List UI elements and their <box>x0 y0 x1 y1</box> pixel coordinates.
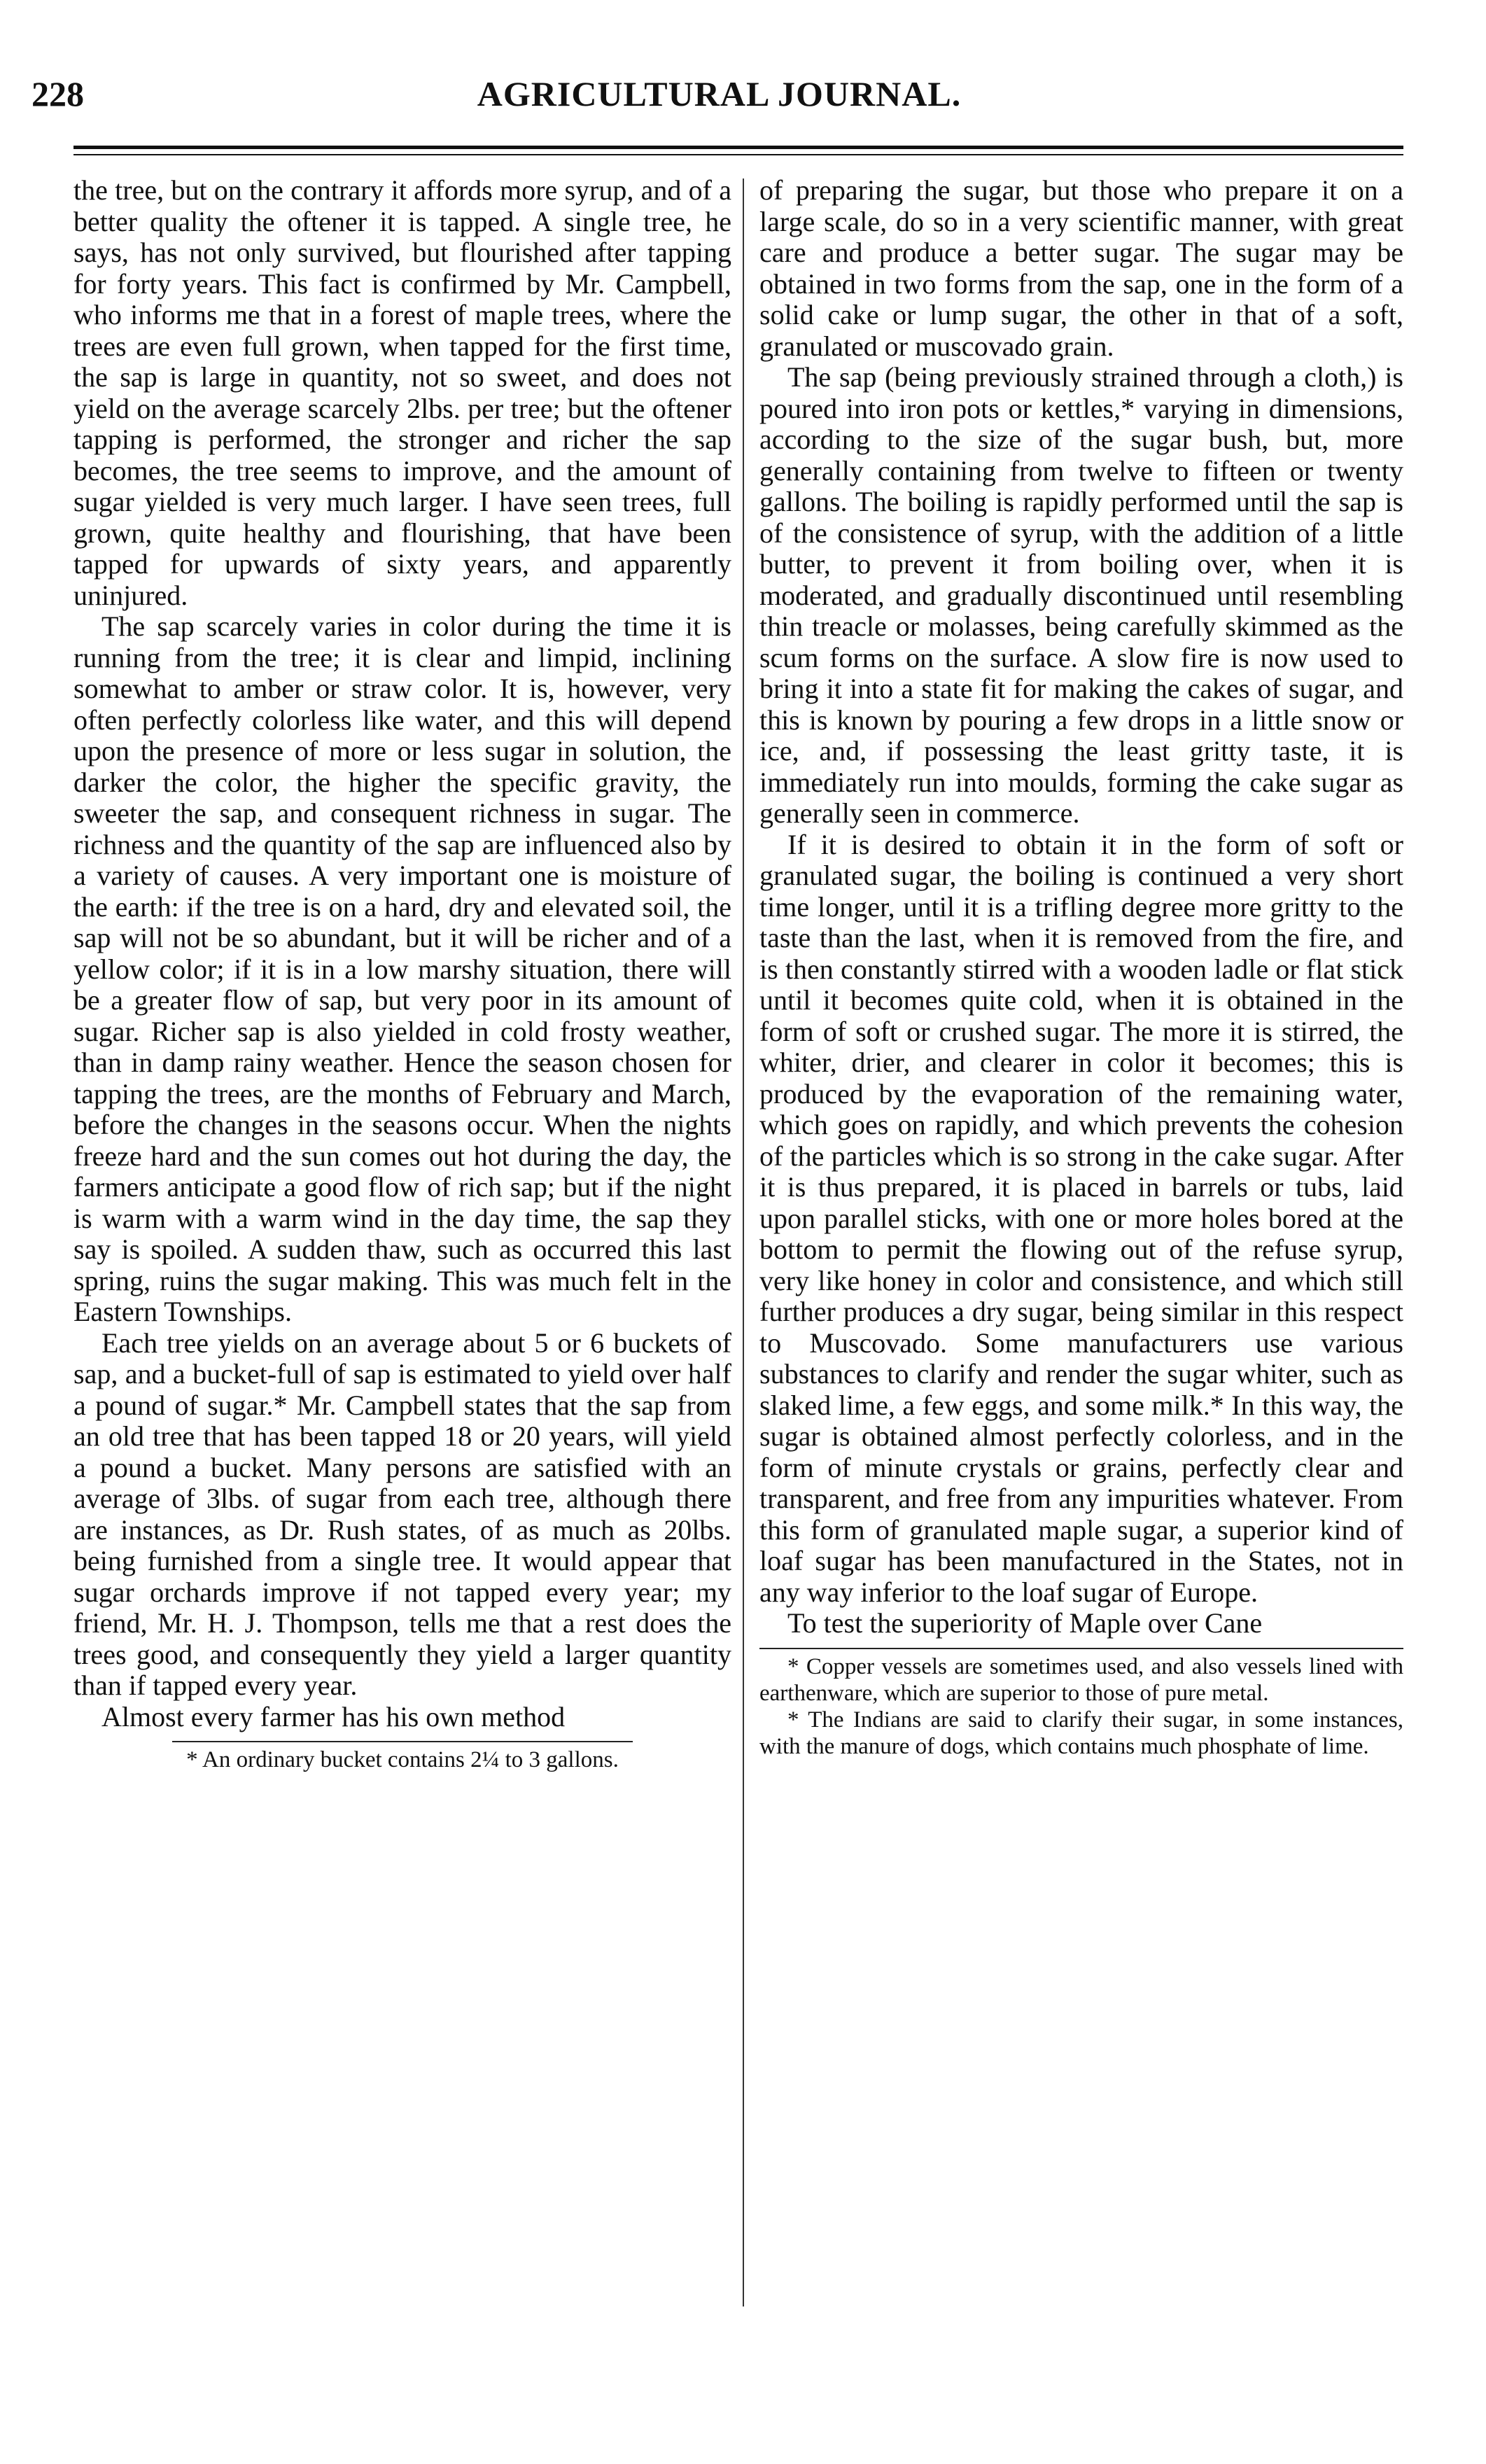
left-column <box>73 175 731 1773</box>
running-title: AGRICULTURAL JOURNAL. <box>477 74 962 113</box>
right-paragraph-4: To test the superiority of Maple over Cane <box>787 1607 1263 1639</box>
right-column <box>759 175 1403 1760</box>
left-paragraph-1: the tree, but on the contrary it affords more syrup, and of a better quality the oftener it is tapped. A single tree, he says, has not only survived, but flourished after tapping for forty years. This fact is confirmed by Mr. Campbell, who informs me that in a forest of maple trees, where the trees are even full grown, when tapped for the first time, the sap is large in quantity, not so sweet, and does not yield on the average scarcely 2lbs. per tree; but the oftener tapping is performed, the stronger and richer the sap becomes, the tree seems to improve, and the amount of sugar yielded is very much larger. I have seen trees, full grown, quite healthy and flourishing, that have been tapped for upwards of sixty years, and apparently uninjured. <box>73 174 731 611</box>
right-paragraph-2: The sap (being previously strained through a cloth,) is poured into iron pots or kettles,* varying in dimensions, according to the size of the sugar bush, but, more generally containing from twelve to fifteen or twenty gallons. The boiling is rapidly performed until the sap is of the consistence of syrup, with the addition of a little butter, to prevent it from boiling over, when it is moderated, and gradually discontinued until resembling thin treacle or molasses, being carefully skimmed as the scum forms on the surface. A slow fire is now used to bring it into a state fit for making the cakes of sugar, and this is known by pouring a few drops in a little snow or ice, and, if possessing the least gritty taste, it is immediately run into moulds, forming the cake sugar as generally seen in commerce. <box>759 361 1403 829</box>
column-divider <box>743 178 744 2306</box>
left-paragraph-2: The sap scarcely varies in color during the time it is running from the tree; it is clear and limpid, inclining somewhat to amber or straw color. It is, however, very often perfectly colorless like water, and this will depend upon the presence of more or less sugar in solution, the darker the color, the higher the specific gravity, the sweeter the sap, and consequent richness in sugar. The richness and the quantity of the sap are influenced also by a variety of causes. A very important one is moisture of the earth: if the tree is on a hard, dry and elevated soil, the sap will not be so abundant, but it will be richer and of a yellow color; if it is in a low marshy situation, there will be a greater flow of sap, but very poor in its amount of sugar. Richer sap is also yielded in cold frosty weather, than in damp rainy weather. Hence the season chosen for tapping the trees, are the months of February and March, before the changes in the seasons occur. When the nights freeze hard and the sun comes out hot during the day, the farmers anticipate a good flow of rich sap; but if the night is warm with a warm wind in the day time, the sap they say is spoiled. A sudden thaw, such as occurred this last spring, ruins the sugar making. This was much felt in the Eastern Townships. <box>73 610 731 1327</box>
right-footnotes <box>759 1653 1403 1760</box>
left-paragraph-4: Almost every farmer has his own method <box>101 1700 566 1732</box>
right-paragraph-3: If it is desired to obtain it in the form of soft or granulated sugar, the boiling is continued a very short time longer, until it is a trifling degree more gritty to the taste than the last, when it is removed from the fire, and is then constantly stirred with a wooden ladle or flat stick until it becomes quite cold, when it is obtained in the form of soft or crushed sugar. The more it is stirred, the whiter, drier, and clearer in color it becomes; this is produced by the evaporation of the remaining water, which goes on rapidly, and which prevents the cohesion of the particles which is so strong in the cake sugar. After it is thus prepared, it is placed in barrels or tubs, laid upon parallel sticks, with one or more holes bored at the bottom to permit the flowing out of the refuse syrup, very like honey in color and consistence, and which still further produces a dry sugar, being similar in this respect to Muscovado. Some manufacturers use various substances to clarify and render the sugar whiter, such as slaked lime, a few eggs, and some milk.* In this way, the sugar is obtained almost perfectly colorless, and in the form of minute crystals or grains, perfectly clear and transparent, and free from any impurities whatever. From this form of granulated maple sugar, a superior kind of loaf sugar has been manufactured in the States, not in any way inferior to the loaf sugar of Europe. <box>759 828 1403 1608</box>
left-paragraph-3: Each tree yields on an average about 5 or 6 buckets of sap, and a bucket-full of sap is estimated to yield over half a pound of sugar.* Mr. Campbell states that the sap from an old tree that has been tapped 18 or 20 years, will yield a pound a bucket. Many persons are satisfied with an average of 3lbs. of sugar from each tree, although there are instances, as Dr. Rush states, of as much as 20lbs. being furnished from a single tree. It would appear that sugar orchards improve if not tapped every year; my friend, Mr. H. J. Thompson, tells me that a rest does the trees good, and consequently they yield a larger quantity than if tapped every year. <box>73 1326 731 1701</box>
right-paragraph-1: of preparing the sugar, but those who prepare it on a large scale, do so in a very scientific manner, with great care and produce a better sugar. The sugar may be obtained in two forms from the sap, one in the form of a solid cake or lump sugar, the other in that of a soft, granulated or muscovado grain. <box>759 174 1403 362</box>
right-footnote-1: * Copper vessels are sometimes used, and also vessels lined with earthenware, which are superior to those of pure metal. <box>759 1653 1403 1706</box>
page-number: 228 <box>31 74 84 113</box>
page-header <box>31 74 1407 130</box>
left-footnote: * An ordinary bucket contains 2¼ to 3 gallons. <box>186 1747 619 1772</box>
header-rule-thin <box>73 154 1403 155</box>
left-footnote-rule <box>172 1741 633 1742</box>
right-footnote-2: * The Indians are said to clarify their sugar, in some instances, with the manure of dogs, which contains much phosphate of lime. <box>759 1707 1403 1759</box>
right-footnote-rule <box>759 1648 1403 1649</box>
header-rule-thick <box>73 146 1403 149</box>
